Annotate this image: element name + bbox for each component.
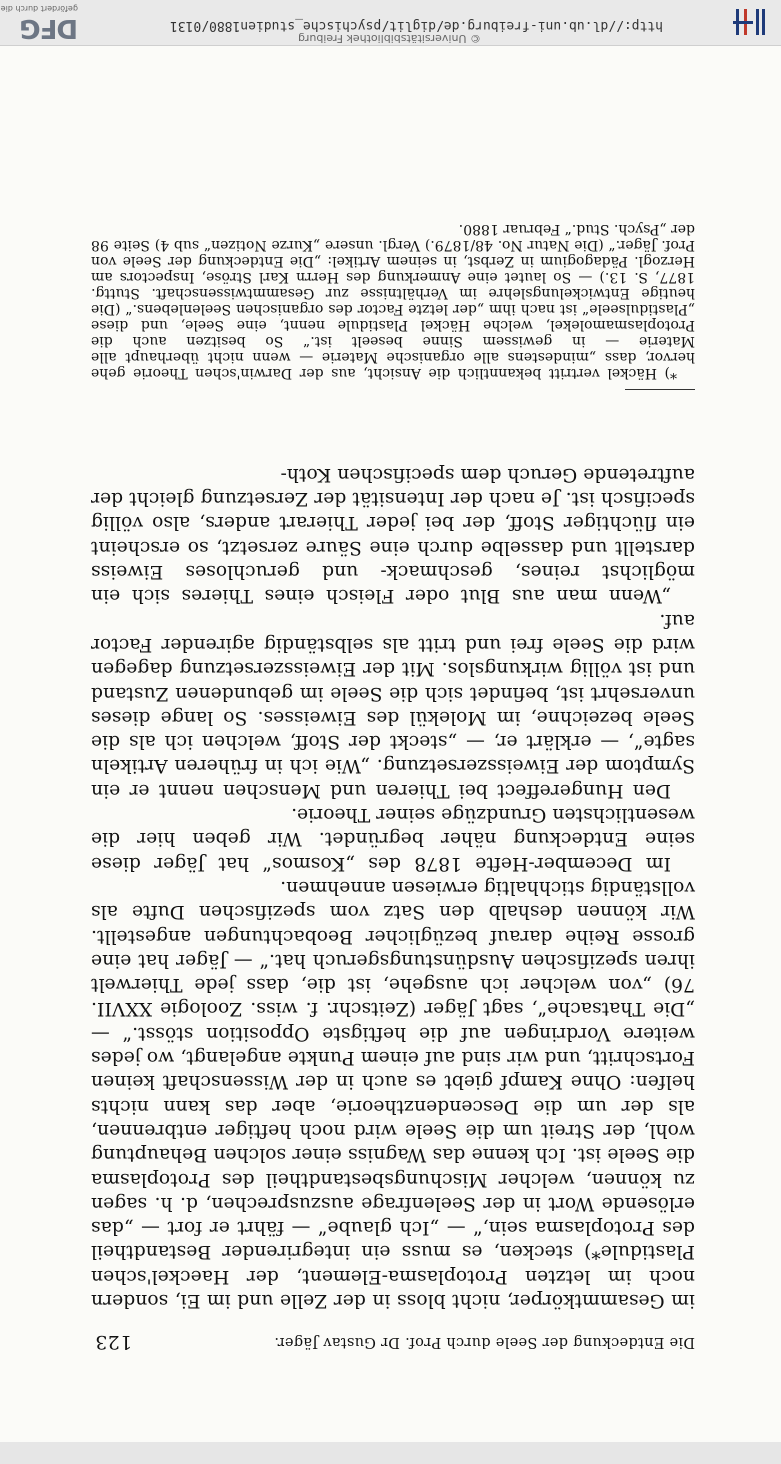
viewer-top-edge [0, 1442, 781, 1464]
paragraph-3: Den Hungereffect bei Thieren und Menschen nennt er ein Symptom der Eiweisszersetzung. „Wie ich in früheren Artikeln sagte“, — erklärt er, — „steckt der Stoff, welchen ich als die Seele bezeichne, im Molekül des Eiweisses. So lange dieses unversehrt ist, befindet sich die Seele im gebundenen Zustand und ist völlig wirkungslos. Mit der Eiweisszersetzung dagegen wird die Seele frei und tritt als selbständig agirender Factor auf. [91, 609, 695, 801]
page-number: 123 [95, 1331, 133, 1353]
running-title: Die Entdeckung der Seele durch Prof. Dr Gustav Jäger. [274, 1334, 695, 1350]
document-url-link[interactable]: http://dl.ub.uni-freiburg.de/diglit/psychische_studien1880/0131 [169, 18, 663, 33]
footnote-rule [625, 389, 695, 390]
paragraph-2: Im December-Hefte 1878 des „Kosmos“ hat Jäger diese seine Entdeckung näher begründet. Wir geben hier die wesentlichsten Grundzüge seiner Theorie. [91, 804, 695, 874]
viewer-toolbar [0, 0, 781, 46]
library-logo-icon [713, 5, 773, 39]
paragraph-1: im Gesammtkörper, nicht bloss in der Zelle und im Ei, sondern noch im letzten Protoplasma-Element, der Haeckel'schen Plastidule*) stecken, es muss ein integrirender Bestandtheil des Protoplasma sein,“ — „Ich glaube“ — fährt er fort — „das erlösende Wort in der Seelenfrage auszusprechen, d. h. sagen zu können, welcher Mischungsbestandtheil des Protoplasma die Seele ist. Ich kenne das Wagniss einer solchen Behauptung wohl, der Streit um die Seele wird noch heftiger entbrennen, als der um die Descendenztheorie, aber das kann nichts helfen: Ohne Kampf giebt es auch in der Wissenschaft keinen Fortschritt, und wir sind auf einem Punkte angelangt, wo jedes weitere Vordringen auf die heftigste Opposition stösst.“ — „Die Thatsache“, sagt Jäger (Zeitschr. f. wiss. Zoologie XXVII. 76) „von welcher ich ausgehe, ist die, dass jede Thierwelt ihren spezifischen Ausdünstungsgeruch hat.“ — Jäger hat eine grosse Reihe darauf bezüglicher Beobachtungen angestellt. Wir können deshalb den Satz vom spezifischen Dufte als vollständig stichhaltig erwiesen annehmen. [91, 876, 695, 1311]
document-page [0, 46, 781, 1442]
dfg-logo-subtitle: gefördert durch die [0, 4, 78, 13]
copyright-notice: © Universitätsbibliothek Freiburg [298, 32, 481, 45]
paragraph-4: „Wenn man aus Blut oder Fleisch eines Thieres sich ein möglichst reines, geschmack- und geruchloses Eiweiss darstellt und dasselbe durch eine Säure zersetzt, so erscheint ein flüchtiger Stoff, der bei jeder Thierart anders, also völlig specifisch ist. Je nach der Intensität der Zersetzung gleicht der auftretende Geruch dem specifischen Koth- [91, 463, 695, 607]
dfg-logo-mark: DFG [20, 13, 78, 43]
running-header [95, 1326, 695, 1353]
dfg-logo [0, 3, 78, 43]
footnote [91, 221, 695, 381]
body-text [91, 462, 695, 1312]
footnote-text: *) Häckel vertritt bekanntlich die Ansicht, aus der Darwin'schen Theorie gehe hervor, dass „mindestens alle organische Materie — wenn nicht überhaupt alle Materie — in gewissem Sinne beseelt ist.“ So besitzen auch die Protoplasmamolekel, welche Häckel Plastidule nennt, eine Seele, und diese „Plastidulseele“ ist nach ihm „der letzte Factor des organischen Seelenlebens.“ (Die heutige Entwickelungslehre im Verhältnisse zur Gesammtwissenschaft. Stuttg. 1877, S. 13.) — So lautet eine Anmerkung des Herrn Karl Ströse, Inspectors am Herzogl. Pädagogium in Zerbst, in seinem Artikel: „Die Entdeckung der Seele von Prof. Jäger.“ (Die Natur No. 48/1879.) Vergl. unsere „Kurze Notizen“ sub 4) Seite 98 der „Psych. Stud.“ Februar 1880. [91, 221, 695, 381]
